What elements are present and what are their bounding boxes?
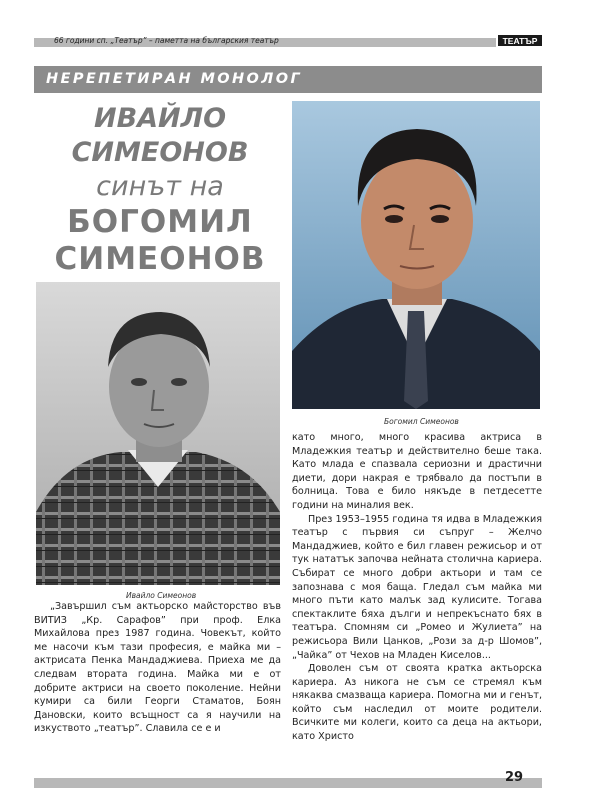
article-headline (34, 102, 286, 278)
headline-line-3: синът на (96, 171, 224, 202)
logo-text: ТЕАТЪР (502, 36, 538, 46)
headline-line-4: БОГОМИЛ (67, 204, 253, 240)
article-column-left (34, 600, 281, 736)
magazine-logo (498, 33, 542, 47)
article-paragraph: „Завършил съм актьорско майсторство във ВИТИЗ „Кр. Сарафов” при проф. Елка Михайлова през 1987 година. Човекът, който ме насочи към тази професия, е майка ми – актрисата Пенка Мандаджиева. Приеха ме да следвам втората година. Майка ми е от добрите актриси на своето поколение. Нейни кумири са били Георги Стаматов, Боян Дановски, които всъщност са я научили на изкуството „театър”. Славила се е и (34, 601, 281, 735)
portrait-ivaylo-simeonov (36, 282, 280, 585)
article-paragraph: Доволен съм от своята кратка актьорска кариера. Аз никога не съм се стремял към някаква смазваща кариера. Помогна ми и генът, който съм наследил от моите родители. Всичките ми колеги, които са деца на актьори, като Христо (292, 663, 542, 743)
page-number: 29 (505, 770, 524, 785)
headline-line-1: ИВАЙЛО (93, 103, 227, 134)
bottom-rule (34, 778, 542, 788)
article-column-right (292, 431, 542, 744)
running-title: 66 години сп. „Театър” – паметта на българския театър (54, 36, 279, 45)
portrait-bogomil-image (292, 101, 540, 409)
caption-ivaylo: Ивайло Симеонов (126, 591, 197, 600)
caption-bogomil: Богомил Симеонов (384, 417, 459, 426)
portrait-ivaylo-image (36, 282, 280, 585)
headline-line-2: СИМЕОНОВ (71, 137, 249, 168)
headline-line-5: СИМЕОНОВ (54, 241, 266, 277)
section-title: НЕРЕПЕТИРАН МОНОЛОГ (46, 71, 303, 87)
article-paragraph: През 1953–1955 година тя идва в Младежкия театър с първия си съпруг – Желчо Мандаджиев, който е бил главен режисьор и от тук нататък започва нейната столична кариера. Събират се много добри актьори и там се запознава с моя баща. Гледал съм майка ми много пъти като малък зад кулисите. Тогава спектаклите бяха дълги и непрекъснато бях в театъра. Спомням си „Ромео и Жулиета” на режисьора Вили Цанков, „Рози за д-р Шомов”, „Чайка” от Чехов на Младен Киселов... (292, 513, 542, 661)
portrait-bogomil-simeonov (292, 101, 540, 409)
article-paragraph: като много, много красива актриса в Младежкия театър и действително беше така. Като млада е спазвала сериозни и драстични диети, дори накрая е трябвало да постъпи в болница. Това е било някъде в петдесетте години на миналия век. (292, 432, 542, 511)
